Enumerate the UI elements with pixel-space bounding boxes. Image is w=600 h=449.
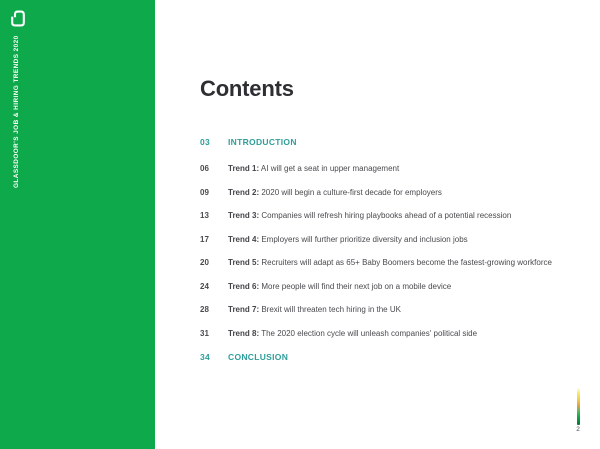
toc-item-trend-4[interactable] xyxy=(200,234,580,245)
sidebar-vertical-title: GLASSDOOR'S JOB & HIRING TRENDS 2020 xyxy=(13,35,20,188)
toc-item-label: Trend 7: Brexit will threaten tech hiring in the UK xyxy=(228,305,401,314)
toc-item-label: Trend 4: Employers will further prioritize diversity and inclusion jobs xyxy=(228,234,468,244)
toc-page-number: 03 xyxy=(200,137,211,147)
contents-section xyxy=(200,76,580,363)
toc-item-conclusion[interactable] xyxy=(200,352,580,363)
toc-item-trend-8[interactable] xyxy=(200,328,580,339)
toc-item-trend-2[interactable] xyxy=(200,187,580,198)
toc-page-number: 31 xyxy=(200,328,209,338)
glassdoor-logo-icon xyxy=(10,9,26,28)
toc-page-number: 24 xyxy=(200,281,209,291)
toc-page-number: 34 xyxy=(200,352,211,362)
toc-item-trend-7[interactable] xyxy=(200,304,580,315)
toc-item-label: Trend 1: AI will get a seat in upper management xyxy=(228,164,400,173)
brand-gradient-bar-icon xyxy=(577,388,580,425)
toc-item-label: Trend 5: Recruiters will adapt as 65+ Baby Boomers become the fastest-growing workforce xyxy=(228,258,552,267)
toc-page-number: 17 xyxy=(200,234,209,244)
toc-page-number: 13 xyxy=(200,211,209,220)
toc-item-label: CONCLUSION xyxy=(228,352,289,362)
toc-page-number: 20 xyxy=(200,258,209,267)
toc-item-label: Trend 3: Companies will refresh hiring playbooks ahead of a potential recession xyxy=(228,211,512,220)
toc-item-trend-5[interactable] xyxy=(200,257,580,268)
page-number: 2 xyxy=(576,426,580,433)
page-title: Contents xyxy=(200,76,294,101)
toc-item-trend-1[interactable] xyxy=(200,163,580,174)
toc-item-label: Trend 6: More people will find their next job on a mobile device xyxy=(228,281,452,291)
table-of-contents xyxy=(200,137,580,363)
toc-page-number: 09 xyxy=(200,187,209,197)
toc-item-trend-3[interactable] xyxy=(200,210,580,221)
toc-item-label: Trend 8: The 2020 election cycle will unleash companies' political side xyxy=(228,328,478,338)
toc-item-label: Trend 2: 2020 will begin a culture-first decade for employers xyxy=(228,187,442,197)
toc-item-label: INTRODUCTION xyxy=(228,137,297,147)
toc-item-trend-6[interactable] xyxy=(200,281,580,292)
brand-sidebar xyxy=(0,0,155,449)
toc-item-introduction[interactable] xyxy=(200,137,580,148)
toc-page-number: 28 xyxy=(200,305,209,314)
toc-page-number: 06 xyxy=(200,164,209,173)
